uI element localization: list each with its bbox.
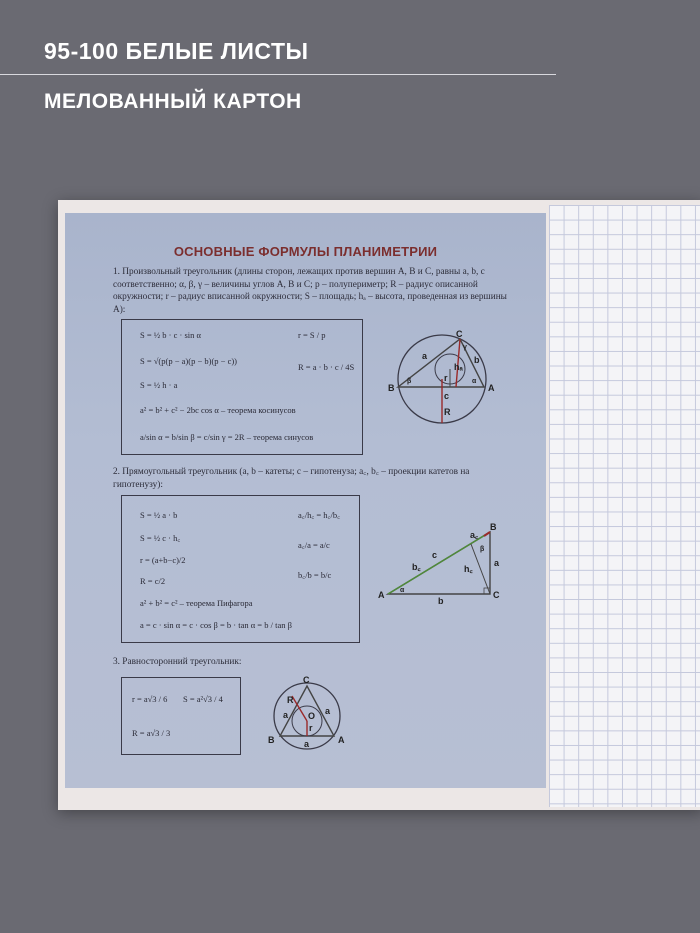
s2-label-c: c	[432, 550, 438, 560]
s1-label-c: c	[444, 391, 450, 401]
s2-label-b: b	[438, 596, 444, 605]
s2-label-A: A	[378, 590, 385, 600]
section3-formula-box	[121, 677, 241, 755]
s1-label-b: b	[474, 355, 480, 365]
section1-intro: 1. Произвольный треугольник (длины сторон, лежащих против вершин A, B и C, равны a, b, c соответственно; α, β, γ – величины углов A, B и C; p – полупериметр; R – радиус описанной окружности; r – радиус вписанной окружности; S – площадь; hₐ – высота, проведенная из вершины A):	[113, 267, 507, 315]
s3-formula-2: S = a²√3 / 4	[183, 694, 223, 704]
s2-formula-1: S = ½ a · b	[140, 510, 178, 520]
s1-label-A: A	[488, 383, 495, 393]
s1-label-ha: hₐ	[454, 362, 463, 372]
s3-label-A: A	[338, 735, 345, 745]
s3-label-a-bottom: a	[304, 739, 310, 749]
s3-label-a-right: a	[325, 706, 331, 716]
s3-label-B: B	[268, 735, 275, 745]
s3-label-C: C	[303, 675, 310, 685]
s2-formula-6: a = c · sin α = c · cos β = b · tan α = b / tan β	[140, 620, 292, 630]
header-line-2: МЕЛОВАННЫЙ КАРТОН	[44, 90, 302, 113]
s3-label-O: O	[308, 711, 316, 721]
s1-label-r: r	[444, 373, 448, 383]
s1-label-a: a	[422, 351, 428, 361]
s1-formula-7: a/sin α = b/sin β = c/sin γ = 2R – теорема синусов	[140, 432, 314, 442]
section2-intro: 2. Прямоугольный треугольник (a, b – катеты; c – гипотенуза; a꜀, b꜀ – проекции катетов на гипотенузу):	[113, 467, 470, 490]
s2-ratio-2: a꜀/a = a/c	[298, 540, 330, 550]
section2-right-triangle-diagram	[376, 520, 511, 605]
s1-formula-3: S = √(p(p − a)(p − b)(p − c))	[140, 356, 238, 366]
s2-ratio-1: a꜀/h꜀ = h꜀/b꜀	[298, 510, 341, 520]
s1-label-B: B	[388, 383, 395, 393]
s3-label-a-left: a	[283, 710, 289, 720]
s1-label-R: R	[444, 407, 451, 417]
section1-triangle-diagram	[380, 325, 510, 435]
s1-label-alpha: α	[472, 378, 477, 385]
s2-label-B: B	[490, 522, 497, 532]
s3-formula-1: r = a√3 / 6	[132, 694, 168, 704]
s2-formula-2: S = ½ c · h꜀	[140, 533, 181, 543]
s1-label-gamma: γ	[463, 344, 467, 351]
s2-label-ac: a꜀	[470, 530, 479, 540]
s2-formula-3: r = (a+b−c)/2	[140, 555, 186, 565]
s2-ratio-3: b꜀/b = b/c	[298, 570, 332, 580]
header-divider	[0, 74, 556, 75]
s1-formula-5: S = ½ h · a	[140, 380, 178, 390]
page-title: ОСНОВНЫЕ ФОРМУЛЫ ПЛАНИМЕТРИИ	[173, 244, 438, 259]
section3-equilateral-diagram	[262, 672, 354, 752]
s1-formula-4: R = a · b · c / 4S	[298, 362, 355, 372]
header-line-1: 95-100 БЕЛЫЕ ЛИСТЫ	[44, 38, 309, 64]
s2-label-C: C	[493, 590, 500, 600]
s1-formula-6: a² = b² + c² − 2bc cos α – теорема косинусов	[140, 405, 296, 415]
s1-formula-2: r = S / p	[298, 330, 326, 340]
s2-label-a: a	[494, 558, 500, 568]
s3-label-R: R	[287, 695, 294, 705]
s2-formula-4: R = c/2	[140, 576, 166, 586]
section3-intro: 3. Равносторонний треугольник:	[113, 657, 242, 667]
s3-label-r: r	[309, 723, 313, 733]
s2-label-hc: h꜀	[464, 564, 473, 574]
grid-paper-page	[549, 205, 700, 807]
s2-label-alpha: α	[400, 587, 405, 594]
s2-formula-5: a² + b² = c² – теорема Пифагора	[140, 598, 253, 608]
s3-formula-3: R = a√3 / 3	[132, 728, 171, 738]
s2-label-beta: β	[480, 546, 485, 553]
s1-label-C: C	[456, 329, 463, 339]
s2-label-bc: b꜀	[412, 562, 421, 572]
s1-label-beta: β	[407, 378, 412, 385]
s1-formula-1: S = ½ b · c · sin α	[140, 330, 201, 340]
